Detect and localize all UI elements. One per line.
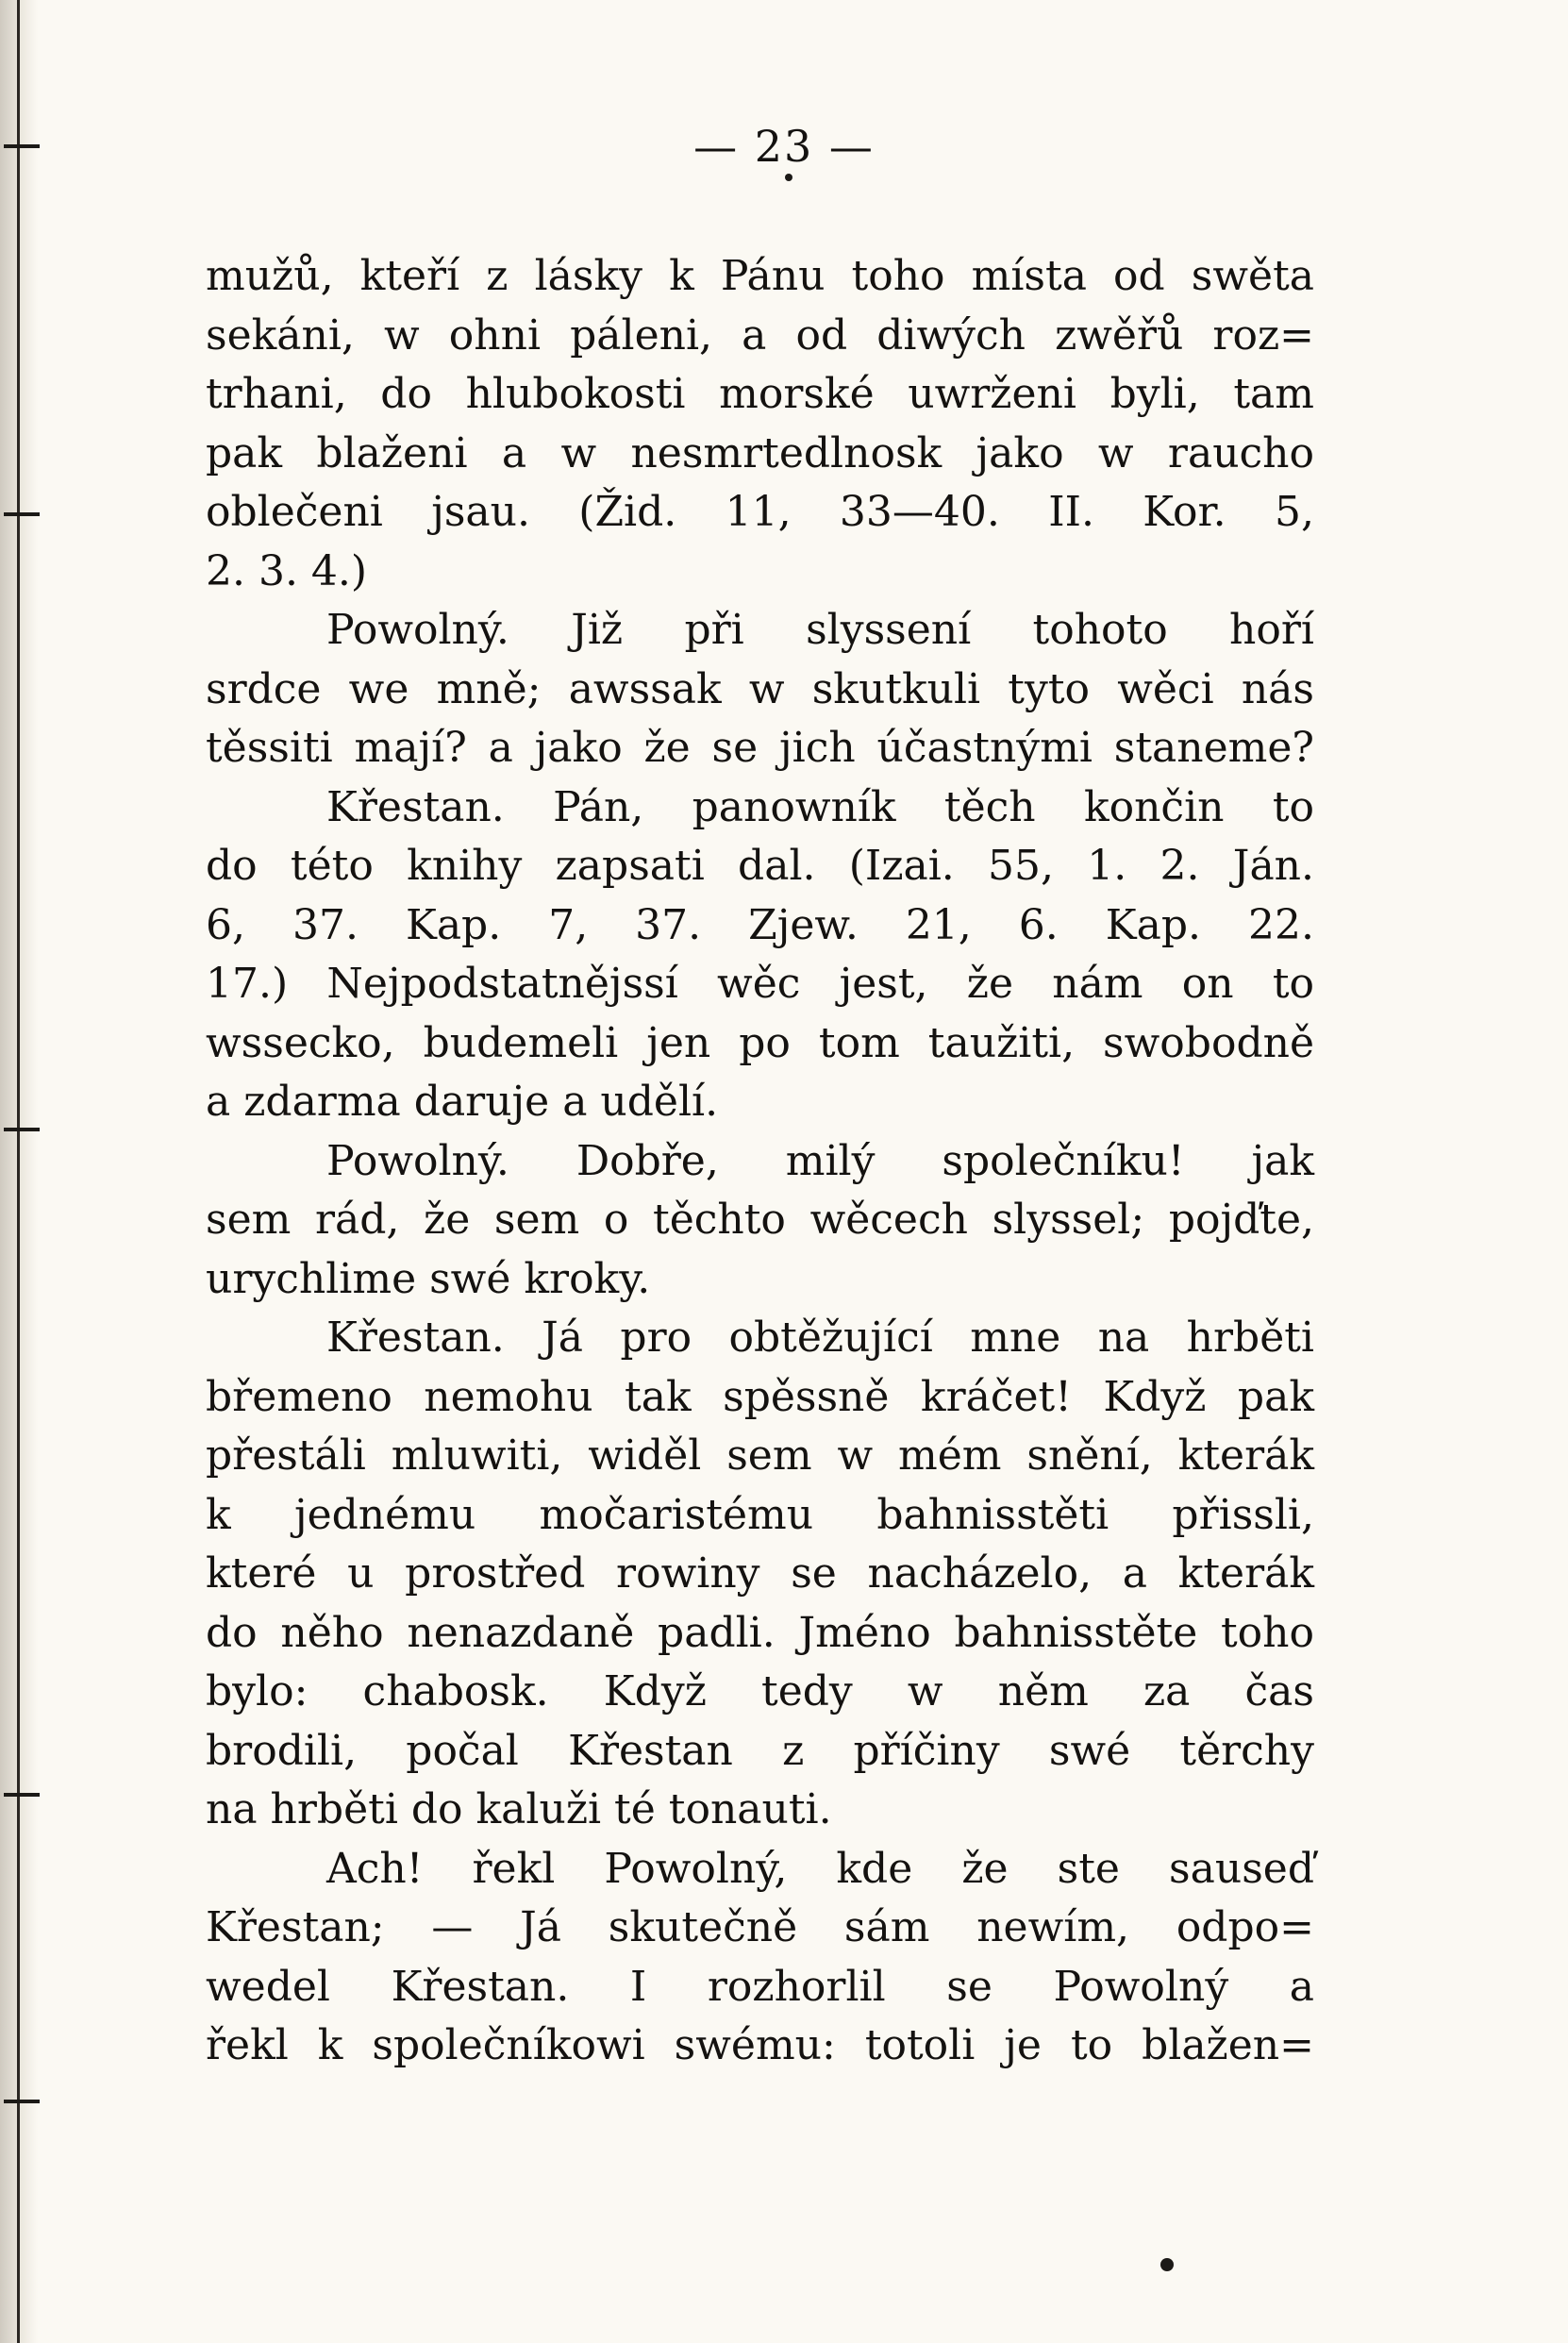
- text-line: na hrběti do kaluži té tonauti.: [206, 1785, 832, 1833]
- text-line: sekáni, w ohni páleni, a od diwých zwěřů roz=: [206, 310, 1314, 360]
- text-line: do něho nenazdaně padli. Jméno bahnisstěte toho: [206, 1608, 1314, 1657]
- text-line: Křestan. Já pro obtěžující mne na hrběti: [326, 1314, 1314, 1362]
- text-line: řekl k společníkowi swému: totoli je to blažen=: [206, 2021, 1314, 2069]
- text-line: brodili, počal Křestan z příčiny swé těrchy: [206, 1726, 1314, 1775]
- text-line: Ach! řekl Powolný, kde že ste sauseď: [326, 1844, 1314, 1893]
- binding-thread: [4, 1123, 40, 1136]
- text-line: wedel Křestan. I rozhorlil se Powolný a: [206, 1962, 1314, 2011]
- text-line: oblečeni jsau. (Žid. 11, 33—40. II. Kor. 5,: [206, 488, 1314, 536]
- text-line: které u prostřed rowiny se nacházelo, a kterák: [206, 1549, 1314, 1598]
- ink-speck: [1160, 2258, 1174, 2271]
- binding-thread: [4, 2095, 40, 2108]
- text-line: 6, 37. Kap. 7, 37. Zjew. 21, 6. Kap. 22.: [206, 900, 1314, 949]
- binding-thread: [4, 508, 40, 521]
- binding-thread: [4, 1788, 40, 1801]
- text-line: pak blaženi a w nesmrtedlnosk jako w raucho: [206, 428, 1314, 477]
- text-line: bylo: chabosk. Když tedy w něm za čas: [206, 1667, 1314, 1715]
- page-number-header: — 23 —: [693, 121, 875, 172]
- text-line: Powolný. Již při slyssení tohoto hoří: [326, 606, 1314, 654]
- text-line: břemeno nemohu tak spěssně kráčet! Když pak: [206, 1372, 1314, 1421]
- text-line: a zdarma daruje a udělí.: [206, 1078, 719, 1126]
- text-line: přestáli mluwiti, widěl sem w mém snění, kterák: [206, 1431, 1314, 1480]
- text-line: mužů, kteří z lásky k Pánu toho místa od swěta: [206, 252, 1314, 300]
- text-line: wssecko, budemeli jen po tom taužiti, swobodně: [206, 1018, 1314, 1067]
- text-line: Powolný. Dobře, milý společníku! jak: [326, 1136, 1314, 1185]
- text-line: Křestan; — Já skutečně sám newím, odpo=: [206, 1903, 1314, 1951]
- text-line: Křestan. Pán, panowník těch končin to: [326, 782, 1314, 831]
- text-line: srdce we mně; awssak w skutkuli tyto wěci nás: [206, 664, 1314, 713]
- text-line: 2. 3. 4.): [206, 546, 368, 595]
- binding-line: [17, 0, 20, 2343]
- body-text: [206, 247, 1314, 2076]
- ink-speck: [785, 174, 792, 181]
- text-line: k jednému močaristému bahnisstěti přissli,: [206, 1490, 1314, 1539]
- text-line: trhani, do hlubokosti morské uwrženi byli, tam: [206, 370, 1314, 418]
- text-line: 17.) Nejpodstatnějssí wěc jest, že nám on to: [206, 960, 1314, 1008]
- text-line: urychlime swé kroky.: [206, 1254, 651, 1303]
- text-line: těssiti mají? a jako že se jich účastnými staneme?: [206, 724, 1314, 772]
- text-line: sem rád, že sem o těchto wěcech slyssel; pojďte,: [206, 1196, 1314, 1244]
- text-line: do této knihy zapsati dal. (Izai. 55, 1. 2. Ján.: [206, 842, 1314, 890]
